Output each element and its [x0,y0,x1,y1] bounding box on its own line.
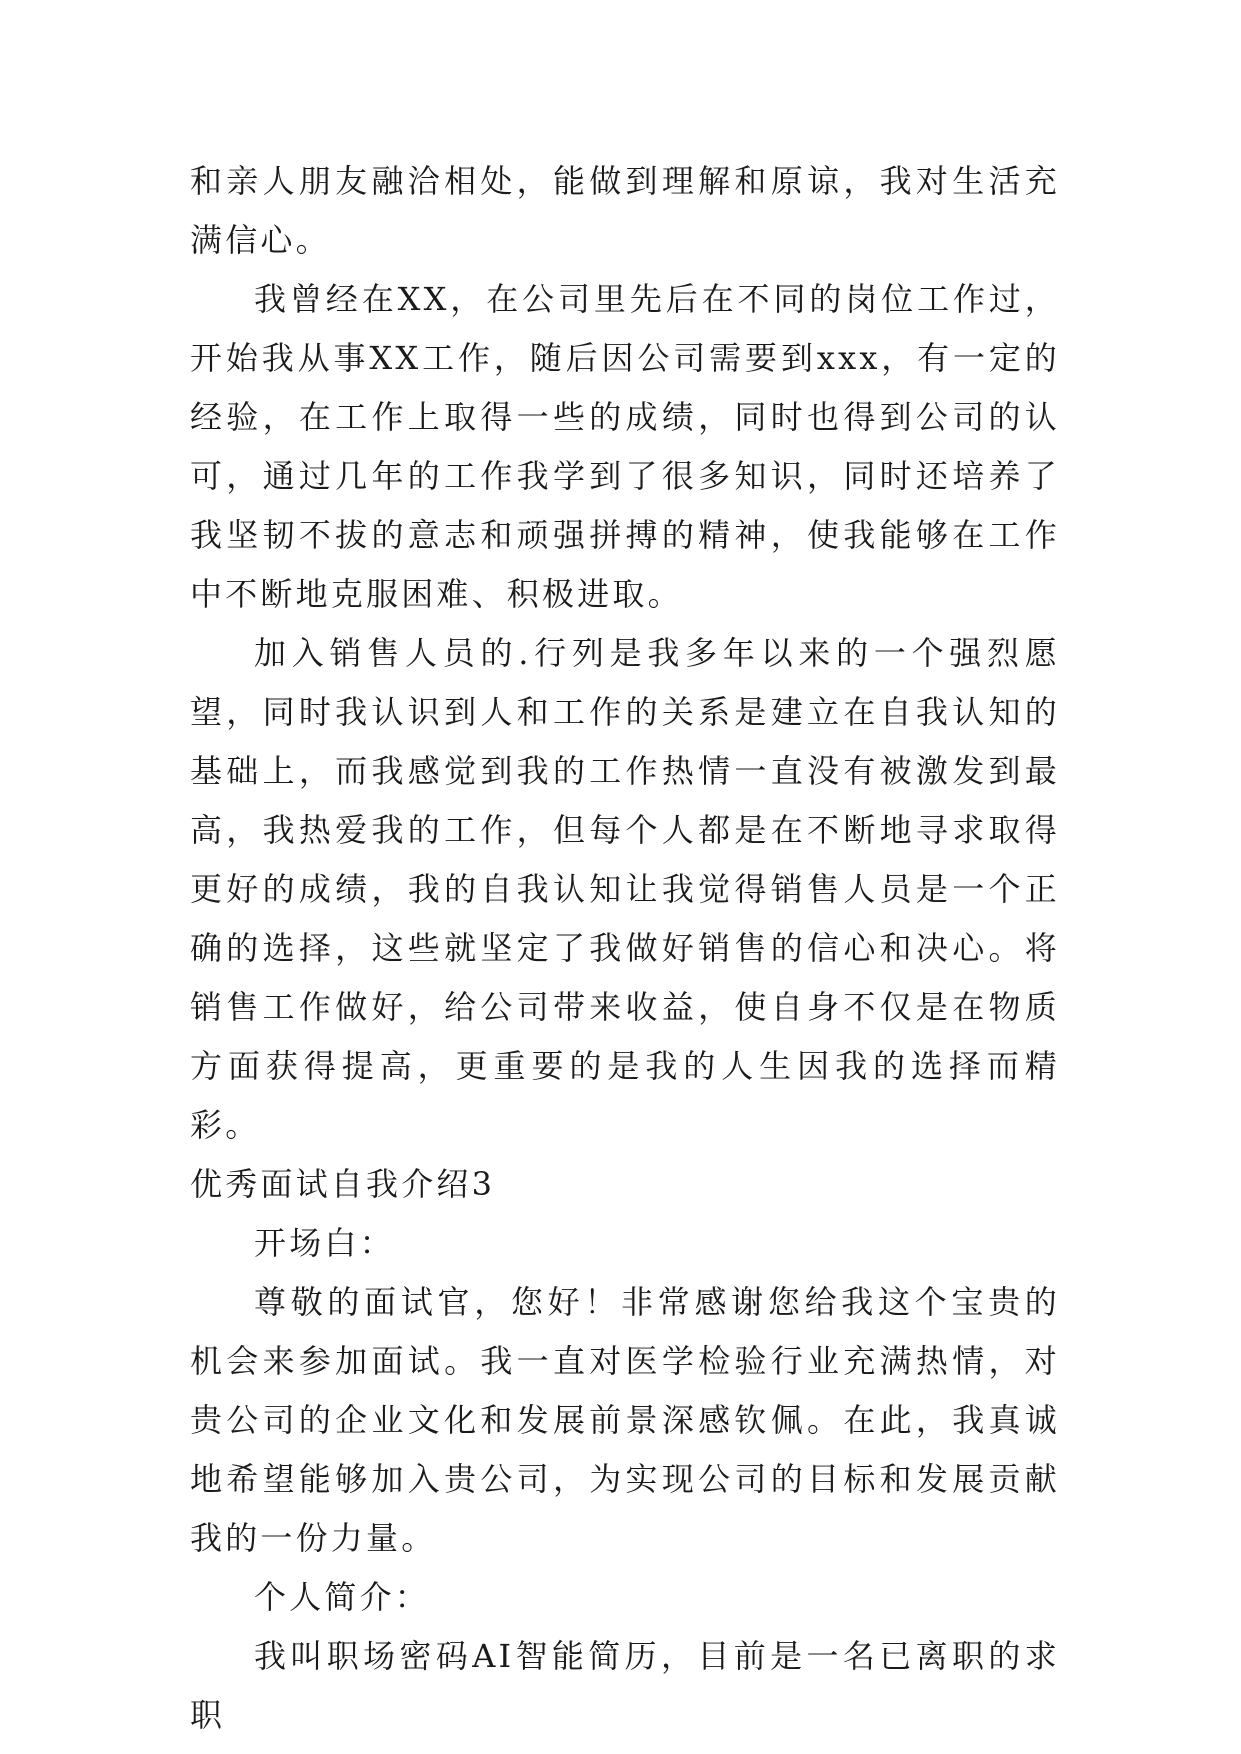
subheading-profile: 个人简介： [254,1578,431,1616]
section-heading: 优秀面试自我介绍3 [190,1165,496,1203]
paragraph-greeting: 尊敬的面试官，您好！非常感谢您给我这个宝贵的机会来参加面试。我一直对医学检验行业充满热情，对贵公司的企业文化和发展前景深感钦佩。在此，我真诚地希望能够加入贵公司，为实现公司的目标和发展贡献我的一份力量。 [190,1283,1060,1557]
paragraph-work-experience: 我曾经在XX，在公司里先后在不同的岗位工作过，开始我从事XX工作，随后因公司需要到xxx，有一定的经验，在工作上取得一些的成绩，同时也得到公司的认可，通过几年的工作我学到了很多知识，同时还培养了我坚韧不拔的意志和顽强拼搏的精神，使我能够在工作中不断地克服困难、积极进取。 [190,280,1060,613]
subheading-opening: 开场白： [254,1224,395,1262]
paragraph-sales-motivation: 加入销售人员的.行列是我多年以来的一个强烈愿望，同时我认识到人和工作的关系是建立在自我认知的基础上，而我感觉到我的工作热情一直没有被激发到最高，我热爱我的工作，但每个人都是在不断地寻求取得更好的成绩，我的自我认知让我觉得销售人员是一个正确的选择，这些就坚定了我做好销售的信心和决心。将销售工作做好，给公司带来收益，使自身不仅是在物质方面获得提高，更重要的是我的人生因我的选择而精彩。 [190,634,1060,1144]
paragraph-introduction: 我叫职场密码AI智能简历，目前是一名已离职的求职 [190,1637,1060,1734]
document-body [190,152,1060,1745]
paragraph-closing-text: 和亲人朋友融洽相处，能做到理解和原谅，我对生活充满信心。 [190,162,1060,259]
